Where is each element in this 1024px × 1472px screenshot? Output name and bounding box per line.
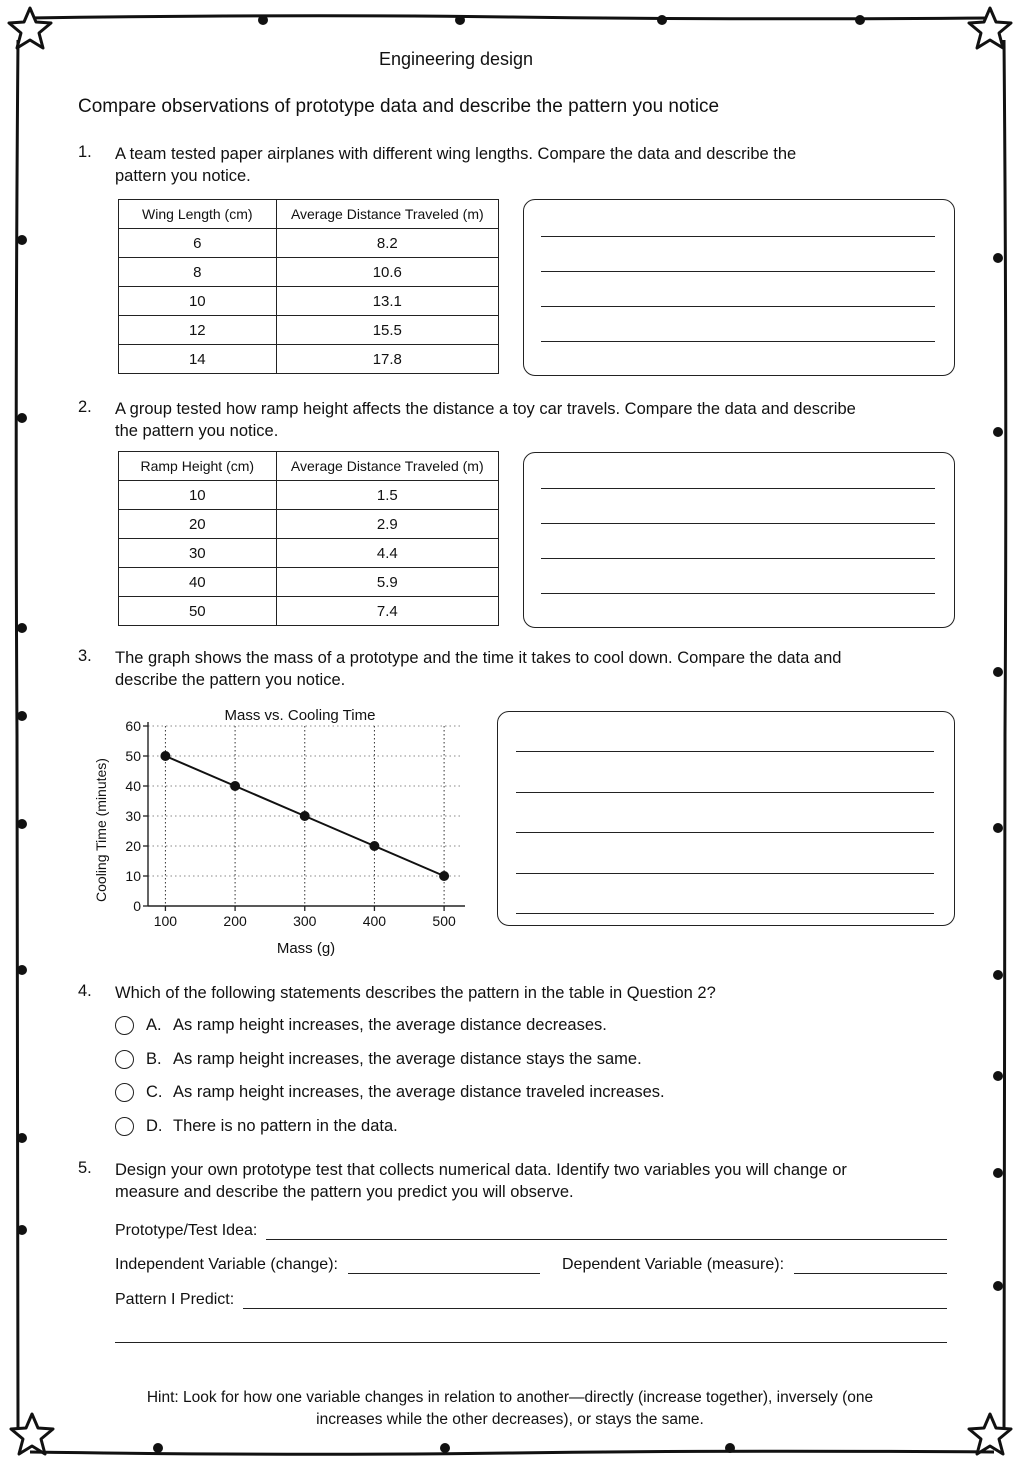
instructions: Compare observations of prototype data and describe the pattern you notice <box>78 96 720 117</box>
hint-text: Hint: Look for how one variable changes in relation to another—directly (increase together), inversely (one increases while the other decreases), or stays the same. <box>146 1389 874 1428</box>
data-point <box>439 871 449 881</box>
q2-number: 2. <box>78 398 92 416</box>
q2-table <box>118 451 499 626</box>
column-header: Wing Length (cm) <box>119 200 277 229</box>
x-tick-label: 400 <box>362 913 387 929</box>
table-cell: 8 <box>119 258 277 287</box>
answer-line[interactable] <box>541 306 935 307</box>
q5-text: Design your own prototype test that collects numerical data. Identify two variables you will change or measure and describe the pattern you predict you will observe. <box>115 1161 847 1201</box>
q3-text: The graph shows the mass of a prototype and the time it takes to cool down. Compare the data and describe the pattern you notice. <box>115 649 842 689</box>
idea-label: Prototype/Test Idea: <box>115 1222 258 1239</box>
option-text: As ramp height increases, the average distance decreases. <box>173 1016 607 1034</box>
table-row <box>119 597 499 626</box>
table-row <box>119 287 499 316</box>
data-point <box>369 841 379 851</box>
table-cell: 1.5 <box>276 481 498 510</box>
table-cell: 13.1 <box>276 287 498 316</box>
answer-line[interactable] <box>541 558 935 559</box>
table-row <box>119 316 499 345</box>
column-header: Average Distance Traveled (m) <box>276 200 498 229</box>
x-tick-label: 300 <box>293 913 317 929</box>
x-tick-label: 100 <box>153 913 178 929</box>
option-letter: B. <box>146 1050 162 1068</box>
table-row <box>119 258 499 287</box>
q4-number: 4. <box>78 982 92 1000</box>
table-row <box>119 481 499 510</box>
q3-answer-box[interactable] <box>497 711 955 926</box>
table-cell: 7.4 <box>276 597 498 626</box>
answer-line[interactable] <box>516 873 934 874</box>
pattern-input-line[interactable] <box>243 1308 947 1309</box>
option-text: As ramp height increases, the average distance stays the same. <box>173 1050 642 1068</box>
table-cell: 2.9 <box>276 510 498 539</box>
radio-button[interactable] <box>115 1117 134 1136</box>
table-row <box>119 539 499 568</box>
chart-x-axis-label: Mass (g) <box>276 940 336 957</box>
option-text: There is no pattern in the data. <box>173 1117 398 1135</box>
option-letter: D. <box>146 1117 163 1135</box>
data-point <box>300 811 310 821</box>
y-tick-label: 30 <box>125 808 141 824</box>
table-row <box>119 568 499 597</box>
data-point <box>160 751 170 761</box>
q1-number: 1. <box>78 143 92 161</box>
answer-line[interactable] <box>516 751 934 752</box>
data-point <box>230 781 240 791</box>
table-cell: 4.4 <box>276 539 498 568</box>
page-title: Engineering design <box>378 49 534 69</box>
q2-text: A group tested how ramp height affects the distance a toy car travels. Compare the data and describe the pattern you notice. <box>115 400 856 440</box>
q3-number: 3. <box>78 647 92 665</box>
option-letter: A. <box>146 1016 162 1034</box>
table-row <box>119 345 499 374</box>
star-icon <box>9 8 51 48</box>
answer-line[interactable] <box>541 488 935 489</box>
table-cell: 20 <box>119 510 277 539</box>
table-cell: 8.2 <box>276 229 498 258</box>
answer-line[interactable] <box>541 593 935 594</box>
answer-line[interactable] <box>516 832 934 833</box>
table-cell: 12 <box>119 316 277 345</box>
pattern-label: Pattern I Predict: <box>115 1291 235 1308</box>
dependent-variable-input-line[interactable] <box>794 1273 947 1274</box>
table-cell: 5.9 <box>276 568 498 597</box>
table-cell: 40 <box>119 568 277 597</box>
pattern-input-line-2[interactable] <box>115 1342 947 1343</box>
table-cell: 15.5 <box>276 316 498 345</box>
answer-line[interactable] <box>541 523 935 524</box>
column-header: Ramp Height (cm) <box>119 452 277 481</box>
option-text: As ramp height increases, the average distance traveled increases. <box>173 1083 665 1101</box>
dependent-variable-label: Dependent Variable (measure): <box>562 1256 785 1273</box>
table-cell: 10 <box>119 287 277 316</box>
table-cell: 10 <box>119 481 277 510</box>
chart-title: Mass vs. Cooling Time <box>224 707 376 724</box>
table-cell: 17.8 <box>276 345 498 374</box>
table-row <box>119 510 499 539</box>
x-tick-label: 200 <box>223 913 247 929</box>
table-header-row <box>119 200 499 229</box>
q2-answer-box[interactable] <box>523 452 955 628</box>
radio-button[interactable] <box>115 1083 134 1102</box>
radio-button[interactable] <box>115 1016 134 1035</box>
q5-number: 5. <box>78 1159 92 1177</box>
y-tick-label: 40 <box>125 778 141 794</box>
table-header-row <box>119 452 499 481</box>
independent-variable-input-line[interactable] <box>348 1273 540 1274</box>
q1-text: A team tested paper airplanes with different wing lengths. Compare the data and describe the pattern you notice. <box>115 145 797 185</box>
answer-line[interactable] <box>516 792 934 793</box>
table-cell: 30 <box>119 539 277 568</box>
radio-button[interactable] <box>115 1050 134 1069</box>
answer-line[interactable] <box>541 271 935 272</box>
table-cell: 10.6 <box>276 258 498 287</box>
column-header: Average Distance Traveled (m) <box>276 452 498 481</box>
y-tick-label: 50 <box>125 748 141 764</box>
table-cell: 6 <box>119 229 277 258</box>
table-cell: 14 <box>119 345 277 374</box>
y-tick-label: 0 <box>133 898 141 914</box>
independent-variable-label: Independent Variable (change): <box>115 1256 338 1273</box>
idea-input-line[interactable] <box>266 1239 947 1240</box>
answer-line[interactable] <box>541 341 935 342</box>
chart-y-axis-label: Cooling Time (minutes) <box>93 758 109 902</box>
option-letter: C. <box>146 1083 163 1101</box>
q4-text: Which of the following statements describes the pattern in the table in Question 2? <box>115 984 716 1002</box>
x-tick-label: 500 <box>432 913 456 929</box>
table-row <box>119 229 499 258</box>
y-tick-label: 20 <box>125 838 141 854</box>
answer-line[interactable] <box>516 913 934 914</box>
answer-line[interactable] <box>541 236 935 237</box>
cooling-chart <box>88 700 478 970</box>
table-cell: 50 <box>119 597 277 626</box>
q1-answer-box[interactable] <box>523 199 955 376</box>
y-tick-label: 60 <box>125 718 141 734</box>
q1-table <box>118 199 499 374</box>
y-tick-label: 10 <box>125 868 141 884</box>
